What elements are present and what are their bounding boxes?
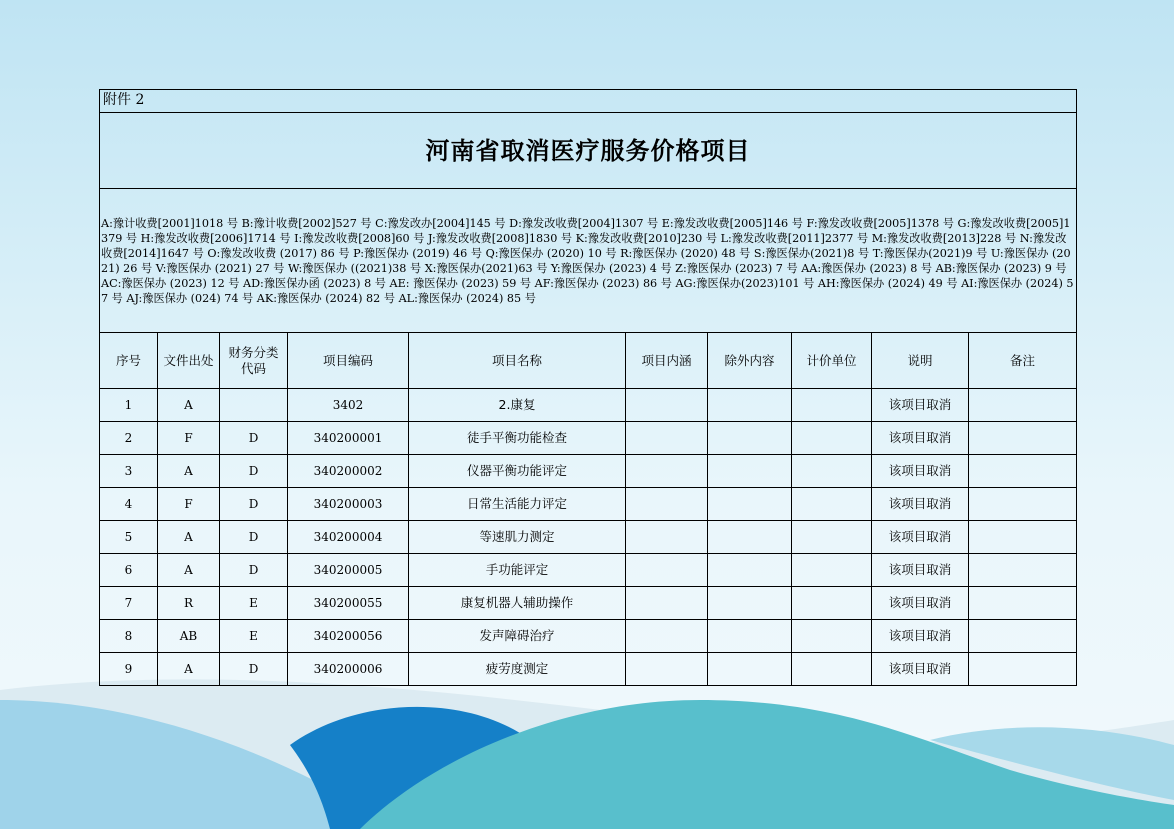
cell-finance-code: D bbox=[220, 455, 288, 488]
cell-item-code: 340200004 bbox=[288, 521, 409, 554]
cell-content bbox=[626, 554, 708, 587]
cell-item-code: 340200005 bbox=[288, 554, 409, 587]
cell-finance-code: D bbox=[220, 653, 288, 686]
cell-source: A bbox=[158, 554, 220, 587]
cell-unit bbox=[792, 521, 872, 554]
table-row bbox=[100, 488, 1077, 521]
cell-note: 该项目取消 bbox=[872, 455, 969, 488]
cell-item-name: 徒手平衡功能检查 bbox=[409, 422, 626, 455]
price-items-table bbox=[99, 89, 1077, 686]
cell-no: 8 bbox=[100, 620, 158, 653]
cell-finance-code: E bbox=[220, 620, 288, 653]
cell-finance-code: D bbox=[220, 554, 288, 587]
cell-note: 该项目取消 bbox=[872, 521, 969, 554]
table-row bbox=[100, 389, 1077, 422]
cell-note: 该项目取消 bbox=[872, 488, 969, 521]
header-cell: 除外内容 bbox=[708, 333, 792, 389]
cell-finance-code: E bbox=[220, 587, 288, 620]
cell-source: F bbox=[158, 422, 220, 455]
cell-item-name: 康复机器人辅助操作 bbox=[409, 587, 626, 620]
cell-except bbox=[708, 455, 792, 488]
cell-source: A bbox=[158, 521, 220, 554]
cell-item-code: 340200003 bbox=[288, 488, 409, 521]
table-row bbox=[100, 587, 1077, 620]
cell-item-name: 仪器平衡功能评定 bbox=[409, 455, 626, 488]
page-title: 河南省取消医疗服务价格项目 bbox=[100, 113, 1077, 189]
header-cell: 序号 bbox=[100, 333, 158, 389]
cell-remark bbox=[969, 389, 1077, 422]
cell-source: R bbox=[158, 587, 220, 620]
cell-source: A bbox=[158, 389, 220, 422]
cell-note: 该项目取消 bbox=[872, 587, 969, 620]
header-cell: 项目内涵 bbox=[626, 333, 708, 389]
table-body bbox=[100, 389, 1077, 686]
table-row bbox=[100, 620, 1077, 653]
cell-content bbox=[626, 653, 708, 686]
document-sheet bbox=[99, 89, 1076, 686]
cell-remark bbox=[969, 554, 1077, 587]
cell-no: 2 bbox=[100, 422, 158, 455]
header-cell: 计价单位 bbox=[792, 333, 872, 389]
cell-item-name: 等速肌力测定 bbox=[409, 521, 626, 554]
cell-content bbox=[626, 389, 708, 422]
cell-unit bbox=[792, 587, 872, 620]
cell-note: 该项目取消 bbox=[872, 620, 969, 653]
cell-item-name: 2.康复 bbox=[409, 389, 626, 422]
cell-content bbox=[626, 488, 708, 521]
header-cell: 备注 bbox=[969, 333, 1077, 389]
table-header bbox=[100, 333, 1077, 389]
cell-note: 该项目取消 bbox=[872, 554, 969, 587]
cell-note: 该项目取消 bbox=[872, 653, 969, 686]
cell-except bbox=[708, 488, 792, 521]
cell-no: 7 bbox=[100, 587, 158, 620]
cell-note: 该项目取消 bbox=[872, 422, 969, 455]
cell-except bbox=[708, 653, 792, 686]
cell-item-code: 340200001 bbox=[288, 422, 409, 455]
cell-item-code: 340200006 bbox=[288, 653, 409, 686]
cell-item-code: 3402 bbox=[288, 389, 409, 422]
header-cell: 财务分类代码 bbox=[220, 333, 288, 389]
cell-remark bbox=[969, 422, 1077, 455]
cell-no: 6 bbox=[100, 554, 158, 587]
cell-item-name: 日常生活能力评定 bbox=[409, 488, 626, 521]
cell-source: F bbox=[158, 488, 220, 521]
header-cell: 文件出处 bbox=[158, 333, 220, 389]
table-row bbox=[100, 455, 1077, 488]
cell-except bbox=[708, 587, 792, 620]
cell-content bbox=[626, 455, 708, 488]
header-cell: 项目名称 bbox=[409, 333, 626, 389]
cell-finance-code: D bbox=[220, 422, 288, 455]
cell-except bbox=[708, 620, 792, 653]
cell-item-name: 疲劳度测定 bbox=[409, 653, 626, 686]
cell-item-name: 发声障碍治疗 bbox=[409, 620, 626, 653]
cell-content bbox=[626, 521, 708, 554]
table-row bbox=[100, 422, 1077, 455]
cell-finance-code: D bbox=[220, 488, 288, 521]
cell-no: 5 bbox=[100, 521, 158, 554]
cell-remark bbox=[969, 455, 1077, 488]
cell-unit bbox=[792, 389, 872, 422]
cell-source: A bbox=[158, 653, 220, 686]
document-sources: A:豫计收费[2001]1018 号 B:豫计收费[2002]527 号 C:豫发改办[2004]145 号 D:豫发改收费[2004]1307 号 E:豫发改收费[2005]146 号 F:豫发改收费[2005]1378 号 G:豫发改收费[2005]1379 号 H:豫发改收费[2006]1714 号 I:豫发改收费[2008]60 号 J:豫发改收费[2008]1830 号 K:豫发改收费[2010]230 号 L:豫发改收费[2011]2377 号 M:豫发改收费[2013]228 号 N:豫发改收费[2014]1647 号 O:豫发改收费 (2017) 86 号 P:豫医保办 (2019) 46 号 Q:豫医保办 (2020) 10 号 R:豫医保办 (2020) 48 号 S:豫医保办(2021)8 号 T:豫医保办(2021)9 号 U:豫医保办 (2021) 26 号 V:豫医保办 (2021) 27 号 W:豫医保办 ((2021)38 号 X:豫医保办(2021)63 号 Y:豫医保办 (2023) 4 号 Z:豫医保办 (2023) 7 号 AA:豫医保办 (2023) 8 号 AB:豫医保办 (2023) 9 号 AC:豫医保办 (2023) 12 号 AD:豫医保办函 (2023) 8 号 AE: 豫医保办 (2023) 59 号 AF:豫医保办 (2023) 86 号 AG:豫医保办(2023)101 号 AH:豫医保办 (2024) 49 号 AI:豫医保办 (2024) 57 号 AJ:豫医保办 (024) 74 号 AK:豫医保办 (2024) 82 号 AL:豫医保办 (2024) 85 号 bbox=[100, 189, 1077, 333]
cell-except bbox=[708, 422, 792, 455]
cell-remark bbox=[969, 620, 1077, 653]
cell-content bbox=[626, 587, 708, 620]
cell-unit bbox=[792, 488, 872, 521]
cell-unit bbox=[792, 620, 872, 653]
cell-except bbox=[708, 554, 792, 587]
cell-no: 9 bbox=[100, 653, 158, 686]
cell-except bbox=[708, 521, 792, 554]
cell-item-code: 340200055 bbox=[288, 587, 409, 620]
cell-unit bbox=[792, 653, 872, 686]
cell-source: A bbox=[158, 455, 220, 488]
cell-source: AB bbox=[158, 620, 220, 653]
attachment-label: 附件 2 bbox=[100, 90, 1077, 113]
cell-remark bbox=[969, 488, 1077, 521]
table-row bbox=[100, 653, 1077, 686]
cell-finance-code bbox=[220, 389, 288, 422]
cell-item-code: 340200002 bbox=[288, 455, 409, 488]
cell-note: 该项目取消 bbox=[872, 389, 969, 422]
cell-item-code: 340200056 bbox=[288, 620, 409, 653]
cell-item-name: 手功能评定 bbox=[409, 554, 626, 587]
cell-no: 3 bbox=[100, 455, 158, 488]
cell-unit bbox=[792, 455, 872, 488]
cell-remark bbox=[969, 653, 1077, 686]
cell-remark bbox=[969, 587, 1077, 620]
table-row bbox=[100, 554, 1077, 587]
cell-unit bbox=[792, 554, 872, 587]
header-cell: 说明 bbox=[872, 333, 969, 389]
cell-content bbox=[626, 620, 708, 653]
cell-remark bbox=[969, 521, 1077, 554]
header-cell: 项目编码 bbox=[288, 333, 409, 389]
cell-no: 4 bbox=[100, 488, 158, 521]
cell-except bbox=[708, 389, 792, 422]
cell-content bbox=[626, 422, 708, 455]
cell-unit bbox=[792, 422, 872, 455]
cell-no: 1 bbox=[100, 389, 158, 422]
table-row bbox=[100, 521, 1077, 554]
cell-finance-code: D bbox=[220, 521, 288, 554]
